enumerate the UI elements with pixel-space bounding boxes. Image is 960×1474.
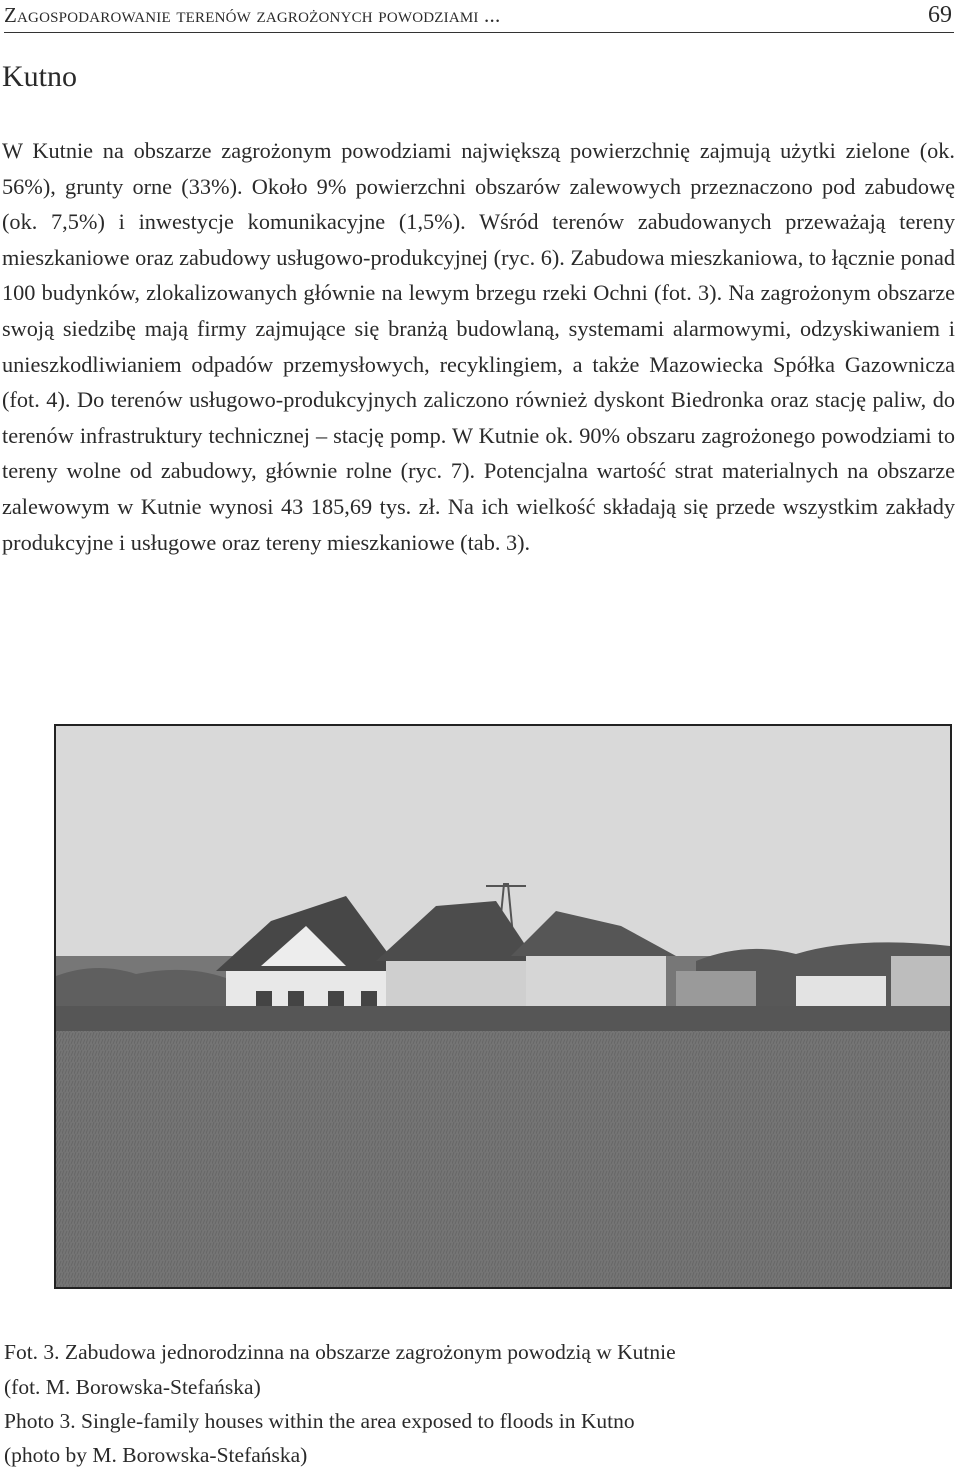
photo-houses: [54, 724, 952, 1289]
section-title: Kutno: [2, 60, 77, 93]
running-header: [4, 2, 954, 33]
caption-pl-line-2: (fot. M. Borowska-Stefańska): [4, 1375, 261, 1399]
body-paragraph: W Kutnie na obszarze zagrożonym powodziami największą powierzchnię zajmują użytki zielone (ok. 56%), grunty orne (33%). Około 9% powierzchni obszarów zalewowych przeznaczono pod zabudowę (ok. 7,5%) i inwestycje komunikacyjne (1,5%). Wśród terenów zabudowanych przeważają tereny mieszkaniowe oraz zabudowy usługowo-produkcyjnej (ryc. 6). Zabudowa mieszkaniowa, to łącznie ponad 100 budynków, zlokalizowanych głównie na lewym brzegu rzeki Ochni (fot. 3). Na zagrożonym obszarze swoją siedzibę mają firmy zajmujące się branżą budowlaną, systemami alarmowymi, odzyskiwaniem i unieszkodliwianiem odpadów przemysłowych, recyklingiem, a także Mazowiecka Spółka Gazownicza (fot. 4). Do terenów usługowo-produkcyjnych zaliczono również dyskont Biedronka oraz stację paliw, do terenów infrastruktury technicznej – stację pomp. W Kutnie ok. 90% obszaru zagrożonego powodziami to tereny wolne od zabudowy, głównie rolne (ryc. 7). Potencjalna wartość strat materialnych na obszarze zalewowym w Kutnie wynosi 43 185,69 tys. zł. Na ich wielkość składają się przede wszystkim zakłady produkcyjne i usługowe oraz tereny mieszkaniowe (tab. 3).: [2, 138, 955, 555]
running-title: Zagospodarowanie terenów zagrożonych powodziami ...: [4, 3, 501, 27]
caption-en-line-2: (photo by M. Borowska-Stefańska): [4, 1443, 308, 1467]
photo-illustration: [56, 726, 950, 1287]
page-number: 69: [928, 2, 952, 28]
caption-en-line-1: Photo 3. Single-family houses within the area exposed to floods in Kutno: [4, 1409, 635, 1433]
caption-pl-line-1: Fot. 3. Zabudowa jednorodzinna na obszarze zagrożonym powodzią w Kutnie: [4, 1340, 676, 1364]
